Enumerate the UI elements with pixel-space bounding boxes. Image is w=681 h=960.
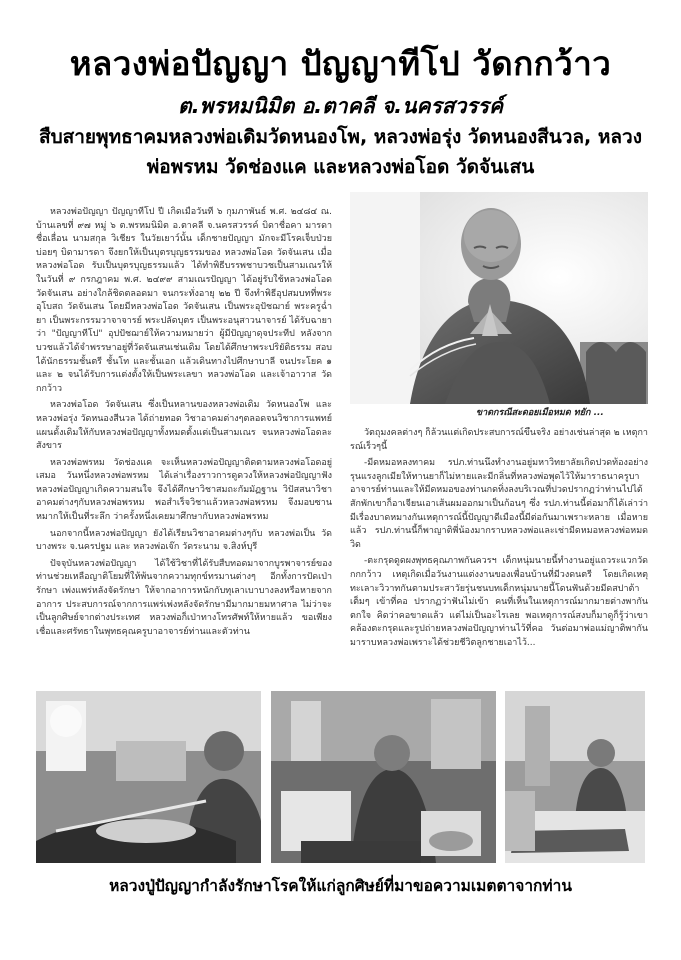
location-subtitle: ต.พรหมนิมิต อ.ตาคลี จ.นครสวรรค์: [178, 94, 503, 118]
page-title: หลวงพ่อปัญญา ปัญญาทีโป วัดกกว้าว: [69, 44, 612, 83]
article-paragraph: วัตถุมงคลต่างๆ ก็ล้วนแต่เกิดประสบการณ์ขึ้นจริง อย่างเช่นล่าสุด ๒ เหตุการณ์เร็วๆนี้: [350, 428, 648, 452]
healing-photo-1: [36, 691, 261, 863]
article-paragraph: หลวงพ่อปัญญา ปัญญาทีโป ปี เกิดเมื่อวันที่ ๖ กุมภาพันธ์ พ.ศ. ๒๔๘๔ ณ. บ้านเลขที่ ๙๗ หมู่ ๖ ต.พรหมนิมิต อ.ตาคลี จ.นครสวรรค์ บิดาชื่อคา มารดาชื่อเลื่อน นามสกุล วิเชียร ในวัยเยาว์นั้น เด็กชายปัญญา มักจะมีโรคเจ็บป่วยบ่อยๆ บิดามารดา จึงยกให้เป็นบุตรบุญธรรมของ หลวงพ่อโอด วัดจันเสน เมื่อหลวงพ่อโอด รับเป็นบุตรบุญธรรมแล้ว ได้ทำพิธีบรรพชาบวชเป็นสามเณรให้ ในวันที่ ๙ กรกฎาคม พ.ศ. ๒๔๙๙ สามเณรปัญญา ได้อยู่รับใช้หลวงพ่อโอด วัดจันเสน อย่างใกล้ชิดตลอดมา จนกระทั่งอายุ ๒๒ ปี จึงทำพิธีอุปสมบทที่พระอุโบสถ วัดจันเสน โดยมีหลวงพ่อโอด วัดจันเสน เป็นพระอุปัชฌาย์ พระครูฉ่ำยา เป็นพระกรรมวาจาจารย์ พระปลัดบุตร เป็นพระอนุสาวนาจารย์ ได้รับฉายาว่า "ปัญญาทีโป" อุปปัชฌาย์ให้ความหมายว่า ผู้มีปัญญาดุจประทีป หลังจากบวชแล้วได้จำพรรษาอยู่ที่วัดจันเสนเช่นเดิม โดยได้ศึกษาพระปริยัติธรรม สอบได้นักธรรมชั้นตรี ชั้นโท และชั้นเอก แล้วเดินทางไปศึกษาบาลี จนประโยค ๑ และ ๒ จนได้รับการแต่งตั้งให้เป็นพระเลขา หลวงพ่อโอด และเจ้าอาวาส วัดกกว้าว: [36, 207, 332, 394]
article-left-column: [36, 206, 332, 676]
article-paragraph: หลวงพ่อพรหม วัดช่องแค จะเห็นหลวงพ่อปัญญาติดตามหลวงพ่อโอดอยู่เสมอ วันหนึ่งหลวงพ่อพรหม ได้เล่าเรื่องราวการดูดวงให้หลวงพ่อปัญญาฟัง หลวงพ่อปัญญาเกิดความสนใจ จึงได้ศึกษาวิชาสมถะกัมมัฏฐาน วิปัสสนาวิชาอาคมต่างๆกับหลวงพ่อพรหม พอสำเร็จวิชาแล้วหลวงพ่อพรหม จึงมอบซานหมากให้เป็นที่ระลึก ว่าครั้งหนึ่งเคยมาศึกษากับหลวงพ่อพรหม: [36, 457, 332, 523]
article-paragraph: -ตะกรุดดูดผงพุทธคุณภาพกันควรฯ เด็กหนุ่มนายนี้ทำงานอยู่แถวระแวกวัดกกกว้าว เหตุเกิดเมื่อวันงานแต่งงานของเพื่อนบ้านที่มีวงดนตรี โดยเกิดเหตุทะเลาะวิวาทกันตามประสาวัยรุ่นชนบทเด็กหนุ่มนายนี้โดนฟันด้วยมีดสปาต้าเต็มๆ เข้าที่คอ ปรากฏว่าฟันไม่เข้า คนที่เห็นในเหตุการณ์มากมายต่างพากันตกใจ คิดว่าคอขาดแล้ว แต่ไม่เป็นอะไรเลย พอเหตุการณ์สงบก็มาดูก็รู้ว่าเขาคล้องตะกรุดและรูปถ่ายหลวงพ่อปัญญาท่านไว้ที่คอ วันต่อมาพ่อแม่ญาติพากันมาราบหลวงพ่อเพราะได้ช่วยชีวิตลูกชายเอาไว้...: [350, 556, 648, 648]
article-paragraph: -มีดหมอหลงทาคม รปภ.ท่านนึงทำงานอยู่มหาวิทยาลัยเกิดปวดท้องอย่างรุนแรงลูกเมียให้ทานยาก็ไม่หายและมีกลิ่นที่หลวงพ่อพุดไว้ให้มาราธนาครูบาอาจารย์ท่านและให้มีดหมอของท่านกดทิ่งลงบริเวณที่ปวดปรากฏว่าท่านไปได้สักพักเขาก็อาเจียนเอาเส้นผมออกมาเป็นก้อนๆ ซึ่ง รปภ.ท่านนี้ต่อมาก็ได้เล่าว่ามีเรื่องบาดหมางกันเหตุการณ์นี้ปัญญาดีเมืองนี้มีต่อกันมาเพราะหลาย เมื่อหายแล้ว รปภ.ท่านนี้ก็พาญาติพี่น้องมากราบหลวงพ่อและเช่ามีดหมอหลวงพ่อหมดวิด: [350, 458, 648, 550]
lineage-heading: สืบสายพุทธาคมหลวงพ่อเดิมวัดหนองโพ, หลวงพ่อรุ่ง วัดหนองสีนวล, หลวงพ่อพรหม วัดช่องแค และหลวงพ่อโอด วัดจันเสน: [39, 126, 642, 178]
article-paragraph: หลวงพ่อโอด วัดจันเสน ซึ่งเป็นหลานของหลวงพ่อเดิม วัดหนองโพ และหลวงพ่อรุ่ง วัดหนองสีนวล ได้ถ่ายทอด วิชาอาคมต่างๆตลอดจนวิชาการแพทย์แผนดั้งเดิมให้กับหลวงพ่อปัญญาทั้งหมดตั้งแต่เป็นสามเณร จนหลวงพ่อโอดละสังขาร: [36, 400, 332, 452]
portrait-caption: ขาดกรณีสะดอยเมือหมด ทยัก ...: [476, 408, 604, 418]
healing-photo-2: [271, 691, 496, 863]
healing-photo-3: [505, 691, 645, 863]
monk-portrait-photo: [350, 192, 648, 404]
article-paragraph: นอกจากนี้หลวงพ่อปัญญา ยังได้เรียนวิชาอาคมต่างๆกับ หลวงพ่อเป็น วัดบางพระ จ.นครปฐม และ หลวงพ่อเจ๊ก วัดระนาม จ.สิงห์บุรี: [36, 528, 332, 553]
photo-caption: หลวงปู่ปัญญากำลังรักษาโรคให้แก่ลูกศิษย์ที่มาขอความเมตตาจากท่าน: [109, 877, 572, 895]
article-paragraph: ปัจจุบันหลวงพ่อปัญญา ได้ใช้วิชาที่ได้รับสืบทอดมาจากบูรพาจารย์ของท่านช่วยเหลือญาติโยมที่ให้พ้นจากความทุกข์ทรมานต่างๆ อีกทั้งการปัดเป่ารักษา เพ่งแพร่หลังจัดรักษา ให้จากอาการหนักกับทุเลาเบาบางลงหรือหายจากอาการ ประสบการณ์จากการแพร่เพ่งหลังจัดรักษามีมากมายมหาศาล ไม่ว่าจะเป็นลูกศิษย์จากต่างประเทศ หลวงพ่อก็เป่าทางโทรศัพท์ให้หายแล้ว ขอเพียงเชื่อและศรัทธาในพุทธคุณครูบาอาจารย์ท่านและตัวท่าน: [36, 558, 332, 637]
article-right-column: [350, 427, 648, 679]
